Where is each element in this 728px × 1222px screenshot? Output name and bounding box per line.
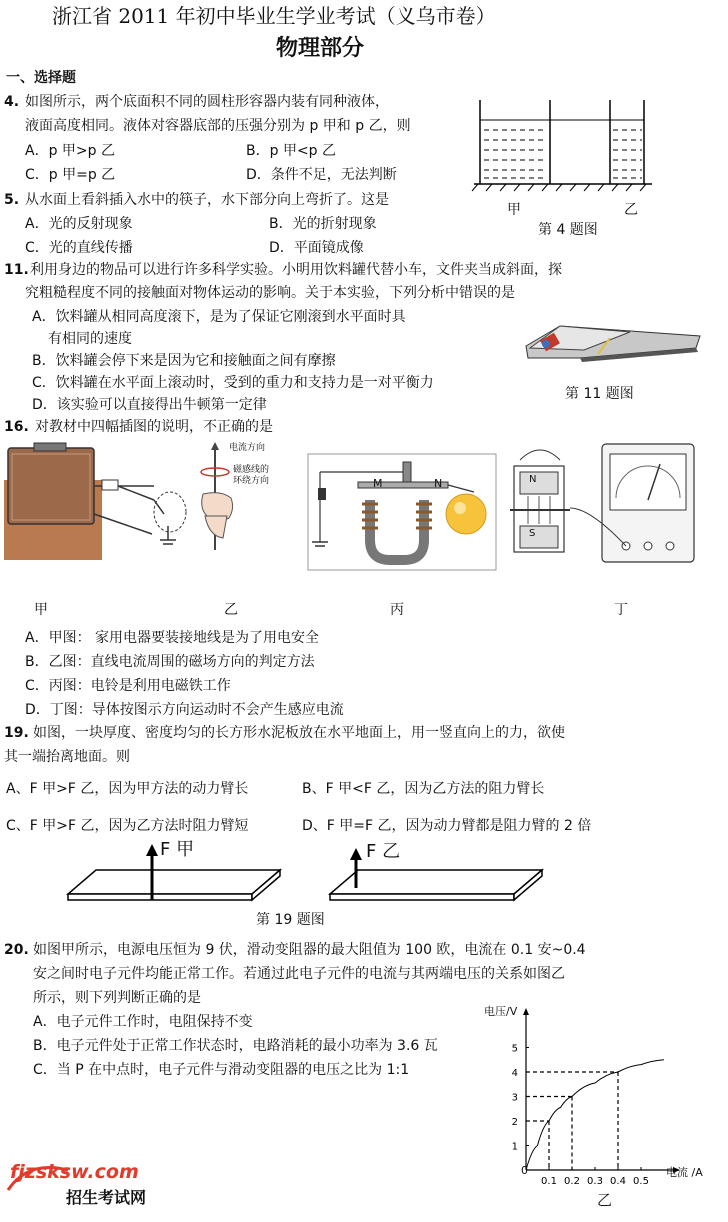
watermark-name: 招生考试网: [66, 1188, 147, 1207]
q16-label-bing: 丙: [390, 602, 404, 618]
q11-option-d: D．该实验可以直接得出牛顿第一定律: [32, 397, 267, 413]
q5-option-a: A．光的反射现象: [25, 216, 133, 232]
watermark-site: fjzsksw.com: [10, 1161, 139, 1183]
slab-right: [330, 848, 542, 900]
q11-number: 11.: [4, 262, 29, 278]
q16-label-ding: 丁: [614, 602, 628, 618]
q20-option-c: C．当 P 在中点时，电子元件与滑动变阻器的电压之比为 1:1: [33, 1062, 410, 1078]
q20-number: 20.: [4, 942, 29, 958]
q20-voltage-current-graph: [486, 1004, 696, 1187]
x-tick-label: 0.1: [541, 1176, 557, 1187]
q19-option-b: B、F 甲<F 乙，因为乙方法的阻力臂长: [302, 781, 545, 797]
q16-fig-magnet-s-label: S: [529, 528, 536, 539]
q4-option-b: B．p 甲<p 乙: [246, 143, 337, 159]
exam-title: 浙江省 2011 年初中毕业生学业考试（义乌市卷）: [52, 4, 496, 28]
q5-option-d: D．平面镜成像: [269, 240, 364, 256]
chart-figure-label: 乙: [597, 1191, 613, 1209]
q19-force-right-label: F 乙: [366, 841, 401, 862]
q16-fig-field-label-2: 环绕方向: [233, 476, 270, 486]
q20-line2: 安之间时电子元件均能正常工作。若通过此电子元件的电流与其两端电压的关系如图乙: [33, 966, 565, 982]
x-tick-label: 0.2: [564, 1176, 580, 1187]
chart-series-line: [526, 1060, 664, 1170]
q11-ramp-figure: [520, 318, 700, 368]
y-tick-label: 4: [511, 1068, 518, 1079]
q5-stem: 从水面上看斜插入水中的筷子，水下部分向上弯折了。这是: [25, 192, 389, 208]
chart-y-axis-label: 电压/V: [484, 1005, 518, 1018]
q11-line1: 利用身边的物品可以进行许多科学实验。小明用饮料罐代替小车，文件夹当成斜面，探: [30, 262, 562, 278]
q11-option-c: C．饮料罐在水平面上滚动时，受到的重力和支持力是一对平衡力: [32, 375, 434, 391]
q11-caption: 第 11 题图: [565, 386, 634, 402]
q4-fig-label-right: 乙: [624, 202, 638, 218]
chart-guide-lines: [526, 1072, 618, 1170]
q19-option-c: C、F 甲>F 乙，因为乙方法时阻力臂短: [6, 818, 249, 834]
q4-containers-figure: [472, 98, 712, 208]
q16-fig-field-label-1: 磁感线的: [233, 465, 270, 475]
q16-option-a: A．甲图： 家用电器要装接地线是为了用电安全: [25, 630, 320, 646]
q19-option-d: D、F 甲=F 乙，因为动力臂都是阻力臂的 2 倍: [302, 818, 592, 834]
q20-line1: 如图甲所示，电源电压恒为 9 伏，滑动变阻器的最大阻值为 100 欧，电流在 0.1 安~0.4: [33, 942, 586, 958]
q19-caption: 第 19 题图: [256, 912, 325, 928]
q4-number: 4.: [4, 94, 20, 110]
y-tick-label: 2: [511, 1117, 518, 1128]
section-heading: 一、选择题: [6, 70, 76, 86]
q16-fig-magnet-n-label: N: [529, 474, 537, 485]
q4-line1: 如图所示，两个底面积不同的圆柱形容器内装有同种液体，: [25, 94, 389, 110]
q16-fig-bing-electric-bell: [308, 452, 498, 572]
y-tick-label: 5: [511, 1043, 518, 1055]
chart-axes: [523, 1008, 680, 1173]
x-tick-label: 0.4: [610, 1176, 626, 1187]
q16-number: 16.: [4, 419, 29, 435]
q16-fig-m-label: M: [373, 477, 383, 490]
q11-option-b: B．饮料罐会停下来是因为它和接触面之间有摩擦: [32, 353, 336, 369]
q16-label-jia: 甲: [34, 602, 48, 618]
q19-force-left-label: F 甲: [160, 839, 195, 860]
exam-subtitle: 物理部分: [276, 35, 365, 61]
q19-option-a: A、F 甲>F 乙，因为甲方法的动力臂长: [6, 781, 249, 797]
q5-option-b: B．光的折射现象: [269, 216, 377, 232]
y-tick-label: 1: [511, 1141, 518, 1153]
q11-option-a-line1: A．饮料罐从相同高度滚下，是为了保证它刚滚到水平面时具: [32, 309, 406, 325]
q20-option-b: B．电子元件处于正常工作状态时，电路消耗的最小功率为 3.6 瓦: [33, 1038, 438, 1054]
q16-option-c: C．丙图：电铃是利用电磁铁工作: [25, 678, 231, 694]
q4-fig-label-left: 甲: [507, 202, 521, 218]
q19-slabs-figure: [68, 840, 548, 904]
q19-line2: 其一端抬离地面。则: [4, 749, 130, 765]
q5-option-c: C．光的直线传播: [25, 240, 133, 256]
chart-x-axis-label: 电流 /A: [666, 1166, 703, 1179]
q19-line1: 如图，一块厚度、密度均匀的长方形水泥板放在水平地面上，用一竖直向上的力，欲使: [33, 725, 565, 741]
q11-line2: 究粗糙程度不同的接触面对物体运动的影响。关于本实验，下列分析中错误的是: [25, 285, 515, 301]
q4-caption: 第 4 题图: [538, 222, 598, 238]
q16-fig-current-label: 电流方向: [229, 443, 266, 453]
q16-stem: 对教材中四幅插图的说明，不正确的是: [35, 419, 273, 435]
q16-fig-yi-right-hand-rule: [195, 442, 305, 552]
x-tick-label: 0.3: [587, 1176, 603, 1187]
q19-number: 19.: [4, 725, 29, 741]
y-tick-label: 3: [511, 1092, 518, 1104]
container-right: [610, 100, 644, 184]
chart-ticks: [512, 1044, 649, 1188]
q16-fig-jia-appliance: [4, 442, 194, 562]
q20-option-a: A．电子元件工作时，电阻保持不变: [33, 1014, 253, 1030]
q20-line3: 所示，则下列判断正确的是: [33, 990, 201, 1006]
q16-option-b: B．乙图：直线电流周围的磁场方向的判定方法: [25, 654, 315, 670]
q4-option-a: A．p 甲>p 乙: [25, 143, 115, 159]
q16-fig-n-label: N: [434, 477, 443, 490]
y-axis-arrow: [523, 1008, 529, 1015]
container-left: [480, 100, 610, 184]
q16-fig-ding-induction: [510, 438, 700, 568]
q16-label-yi: 乙: [224, 602, 238, 618]
q4-option-c: C．p 甲=p 乙: [25, 167, 116, 183]
q4-line2: 液面高度相同。液体对容器底部的压强分别为 p 甲和 p 乙，则: [25, 118, 411, 134]
q5-number: 5.: [4, 192, 20, 208]
chart-origin-label: 0: [521, 1164, 528, 1177]
x-tick-label: 0.5: [633, 1176, 649, 1187]
q4-option-d: D．条件不足，无法判断: [246, 167, 397, 183]
q16-option-d: D．丁图：导体按图示方向运动时不会产生感应电流: [25, 702, 344, 718]
q11-option-a-line2: 有相同的速度: [48, 331, 132, 347]
